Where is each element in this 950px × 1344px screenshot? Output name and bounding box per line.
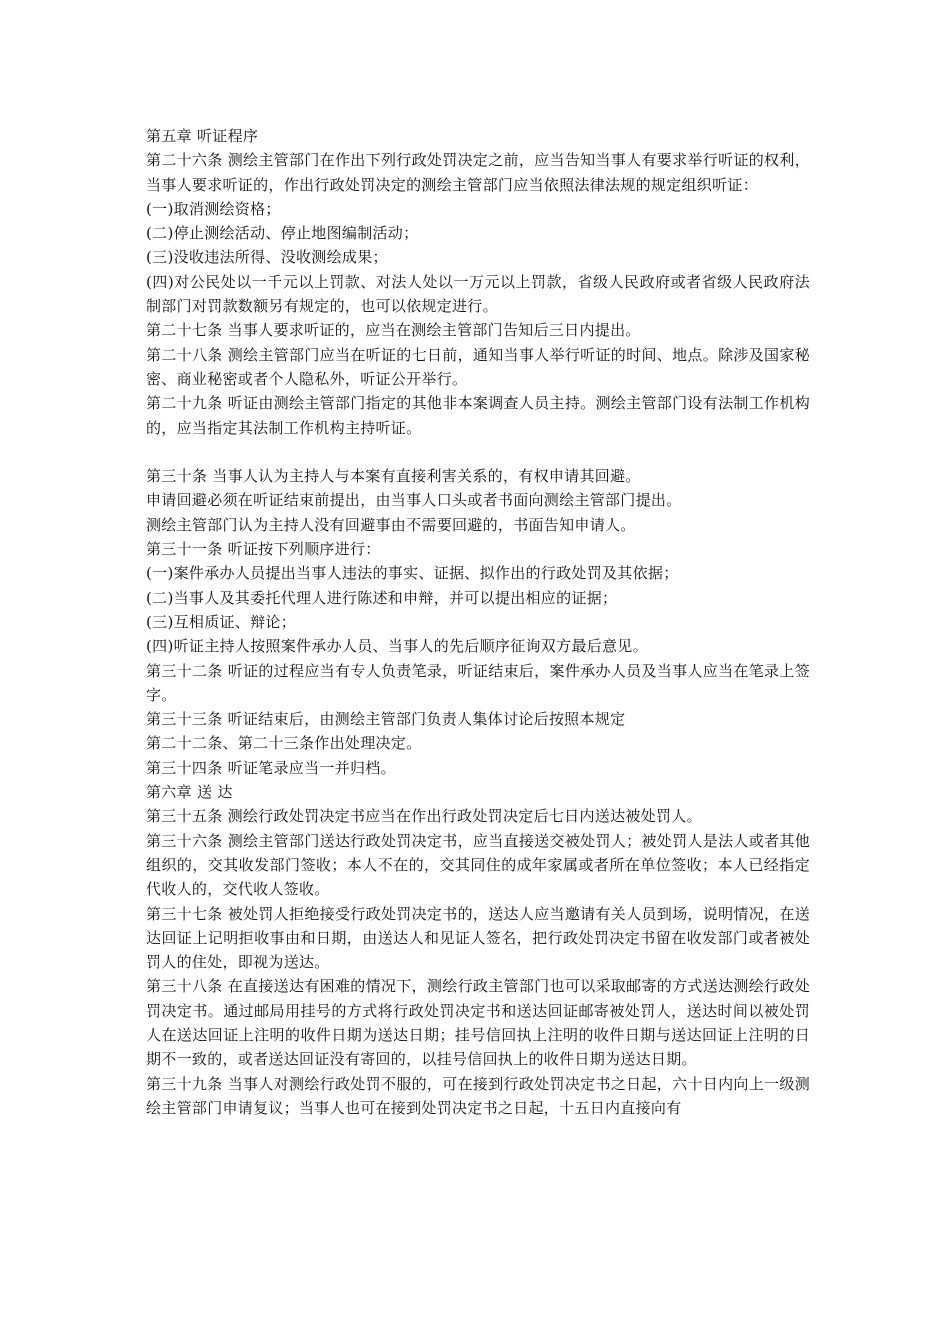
article-33: 第三十三条 听证结束后，由测绘主管部门负责人集体讨论后按照本规定 [146,710,626,729]
blank-line [146,440,810,464]
article-34: 第三十四条 听证笔录应当一并归档。 [146,758,396,777]
article-29: 第二十九条 听证由测绘主管部门指定的其他非本案调查人员主持。测绘主管部门设有法制工作机构的，应当指定其法制工作机构主持听证。 [146,394,810,437]
document-body [146,124,810,1120]
article-26-item-1: (一)取消测绘资格； [146,199,281,218]
article-30: 第三十条 当事人认为主持人与本案有直接利害关系的，有权申请其回避。 [146,467,641,486]
article-37: 第三十七条 被处罚人拒绝接受行政处罚决定书的，送达人应当邀请有关人员到场，说明情况，在送达回证上记明拒收事由和日期，由送达人和见证人签名，把行政处罚决定书留在收发部门或者被处罚人的住处，即视为送达。 [146,904,810,972]
article-30-para-2: 申请回避必须在听证结束前提出，由当事人口头或者书面向测绘主管部门提出。 [146,491,682,510]
chapter-5-heading: 第五章 听证程序 [146,127,259,145]
article-26-item-2: (二)停止测绘活动、停止地图编制活动； [146,224,419,243]
article-26-item-3: (三)没收违法所得、没收测绘成果； [146,248,388,267]
article-31-item-1: (一)案件承办人员提出当事人违法的事实、证据、拟作出的行政处罚及其依据； [146,564,679,583]
article-28: 第二十八条 测绘主管部门应当在听证的七日前，通知当事人举行听证的时间、地点。除涉及国家秘密、商业秘密或者个人隐私外，听证公开举行。 [146,345,810,388]
article-30-para-3: 测绘主管部门认为主持人没有回避事由不需要回避的，书面告知申请人。 [146,515,636,534]
article-35: 第三十五条 测绘行政处罚决定书应当在作出行政处罚决定后七日内送达被处罚人。 [146,807,702,826]
article-36: 第三十六条 测绘主管部门送达行政处罚决定书，应当直接送交被处罚人；被处罚人是法人或者其他组织的，交其收发部门签收；本人不在的，交其同住的成年家属或者所在单位签收；本人已经指定代收人的，交代收人签收。 [146,831,810,899]
article-31: 第三十一条 听证按下列顺序进行： [146,540,381,559]
article-26-item-4: (四)对公民处以一千元以上罚款、对法人处以一万元以上罚款，省级人民政府或者省级人民政府法制部门对罚款数额另有规定的，也可以依规定进行。 [146,272,810,316]
article-32: 第三十二条 听证的过程应当有专人负责笔录，听证结束后，案件承办人员及当事人应当在笔录上签字。 [146,661,810,704]
article-31-item-3: (三)互相质证、辩论； [146,612,297,631]
article-33-continued: 第二十二条、第二十三条作出处理决定。 [146,734,422,753]
article-31-item-4: (四)听证主持人按照案件承办人员、当事人的先后顺序征询双方最后意见。 [146,637,648,656]
article-26: 第二十六条 测绘主管部门在作出下列行政处罚决定之前，应当告知当事人有要求举行听证的权利，当事人要求听证的，作出行政处罚决定的测绘主管部门应当依照法律法规的规定组织听证： [146,151,810,194]
article-39: 第三十九条 当事人对测绘行政处罚不服的，可在接到行政处罚决定书之日起，六十日内向上一级测绘主管部门申请复议；当事人也可在接到处罚决定书之日起，十五日内直接向有 [146,1074,810,1117]
article-27: 第二十七条 当事人要求听证的，应当在测绘主管部门告知后三日内提出。 [146,321,641,340]
chapter-6-heading: 第六章 送 达 [146,783,233,802]
article-38: 第三十八条 在直接送达有困难的情况下，测绘行政主管部门也可以采取邮寄的方式送达测绘行政处罚决定书。通过邮局用挂号的方式将行政处罚决定书和送达回证邮寄被处罚人，送达时间以被处罚人在送达回证上注明的收件日期为送达日期；挂号信回执上注明的收件日期与送达回证上注明的日期不一致的，或者送达回证没有寄回的，以挂号信回执上的收件日期为送达日期。 [146,977,810,1069]
article-31-item-2: (二)当事人及其委托代理人进行陈述和申辩，并可以提出相应的证据； [146,588,618,607]
